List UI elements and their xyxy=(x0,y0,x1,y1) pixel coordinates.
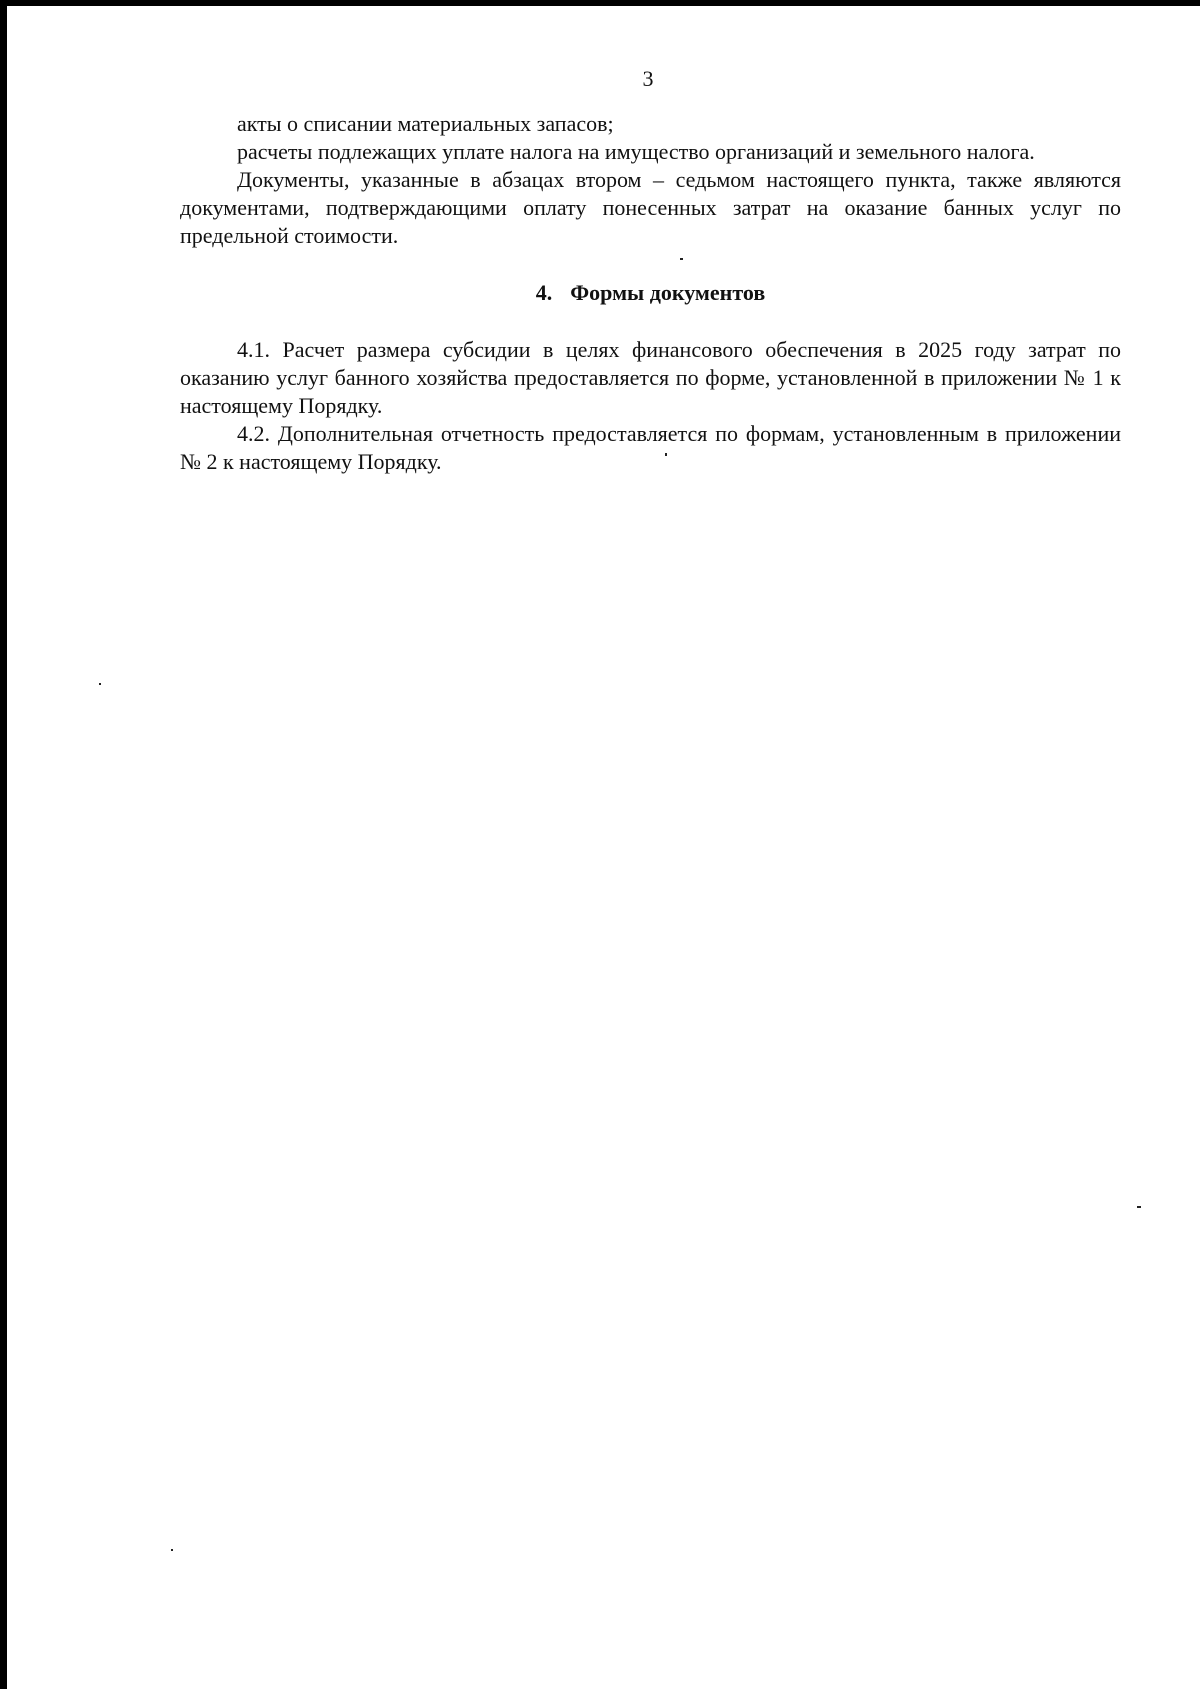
section-title: Формы документов xyxy=(570,280,766,305)
intro-text-block xyxy=(180,110,1121,250)
section-heading xyxy=(180,279,1121,307)
paragraph: расчеты подлежащих уплате налога на имущество организаций и земельного налога. xyxy=(237,139,1035,164)
paragraph: 4.2. Дополнительная отчетность предоставляется по формам, установленным в приложении № 2 к настоящему Порядку. xyxy=(180,421,1121,474)
section-text-block xyxy=(180,336,1121,476)
paragraph: 4.1. Расчет размера субсидии в целях финансового обеспечения в 2025 году затрат по оказанию услуг банного хозяйства предоставляется по форме, установленной в приложении № 1 к настоящему Порядку. xyxy=(180,337,1121,418)
paragraph: акты о списании материальных запасов; xyxy=(237,111,614,136)
section-number: 4. xyxy=(535,280,553,305)
scan-speck xyxy=(680,258,683,260)
scan-speck xyxy=(99,683,101,685)
scan-border-top xyxy=(0,0,1200,6)
scan-speck xyxy=(1137,1206,1141,1208)
paragraph: Документы, указанные в абзацах втором – седьмом настоящего пункта, также являются документами, подтверждающими оплату понесенных затрат на оказание банных услуг по предельной стоимости. xyxy=(180,167,1121,248)
scan-speck xyxy=(665,453,667,456)
scan-border-left xyxy=(0,0,7,1689)
scan-speck xyxy=(171,1549,173,1551)
page-number: 3 xyxy=(642,66,654,91)
